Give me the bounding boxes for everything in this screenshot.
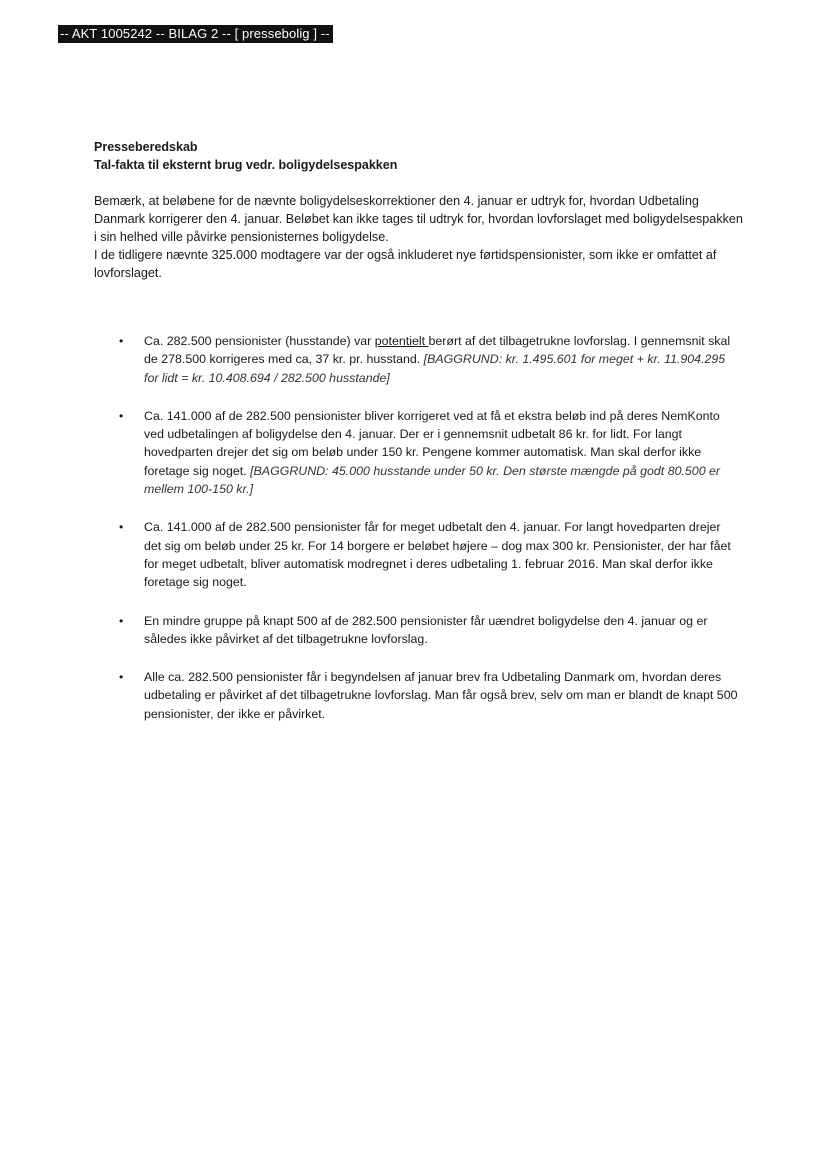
- list-item: [119, 518, 739, 591]
- background-note: [BAGGRUND: kr. 1.495.601 for meget + kr. 11.904.295 for lidt = kr. 10.408.694 / 282.500 husstande]: [144, 352, 726, 385]
- bullet-icon: •: [119, 613, 124, 628]
- list-item-text: Ca. 282.500 pensionister (husstande) var: [144, 334, 375, 348]
- list-item: [119, 612, 739, 649]
- underlined-word: potentielt: [374, 334, 429, 348]
- list-item-text: berørt af det tilbagetrukne lovforslag. I gennemsnit skal de 278.500 korrigeres med ca, 37 kr. pr. husstand.: [144, 334, 731, 367]
- bullet-icon: •: [119, 520, 124, 535]
- document-subtitle: Tal-fakta til eksternt brug vedr. boligydelsespakken: [94, 158, 398, 172]
- bullet-icon: •: [119, 334, 124, 348]
- list-item-text: Alle ca. 282.500 pensionister får i begyndelsen af januar brev fra Udbetaling Danmark om, hvordan deres udbetaling er påvirket af det tilbagetrukne lovforslag. Man får også brev, selv om man er blandt de knapt 500 pensionister, der ikke er påvirket.: [144, 670, 738, 721]
- list-item-text: En mindre gruppe på knapt 500 af de 282.500 pensionister får uændret boligydelse den 4. januar og er således ikke påvirket af det tilbagetrukne lovforslag.: [144, 613, 708, 646]
- list-item: [119, 332, 739, 387]
- intro-paragraph: [94, 192, 744, 282]
- list-item: [119, 668, 739, 723]
- background-note: [BAGGRUND: 45.000 husstande under 50 kr. Den største mængde på godt 80.500 er mellem 100-150 kr.]: [144, 463, 721, 497]
- bullet-icon: •: [119, 408, 124, 423]
- intro-text-2: I de tidligere nævnte 325.000 modtagere var der også inkluderet nye førtidspensionister, som ikke er omfattet af lovforslaget.: [94, 248, 717, 280]
- intro-text-1: Bemærk, at beløbene for de nævnte boligydelseskorrektioner den 4. januar er udtryk for, hvordan Udbetaling Danmark korrigerer den 4. januar. Beløbet kan ikke tages til udtryk for, hvordan lovforslaget med boligydelsespakken i sin helhed ville påvirke pensionisternes boligydelse.: [94, 194, 743, 244]
- list-item-text: Ca. 141.000 af de 282.500 pensionister bliver korrigeret ved at få et ekstra beløb ind på deres NemKonto ved udbetalingen af boligydelse den 4. januar. Der er i gennemsnit udbetalt 86 kr. for lidt. For langt hovedparten drejer det sig om beløb under 150 kr. Pengene kommer automatisk. Man skal derfor ikke foretage sig noget.: [144, 408, 720, 478]
- bullet-icon: •: [119, 670, 124, 685]
- document-body: [94, 138, 744, 282]
- document-title: Presseberedskab: [94, 140, 198, 154]
- list-item: [119, 407, 739, 498]
- document-stamp: -- AKT 1005242 -- BILAG 2 -- [ pressebolig ] --: [58, 25, 333, 43]
- list-item-text: Ca. 141.000 af de 282.500 pensionister får for meget udbetalt den 4. januar. For langt hovedparten drejer det sig om beløb under 25 kr. For 14 borgere er beløbet højere – dog max 300 kr. Pensionister, der har fået for meget udbetalt, bliver automatisk modregnet i deres udbetaling 1. februar 2016. Man skal derfor ikke foretage sig noget.: [144, 520, 731, 590]
- fact-list: [119, 332, 739, 743]
